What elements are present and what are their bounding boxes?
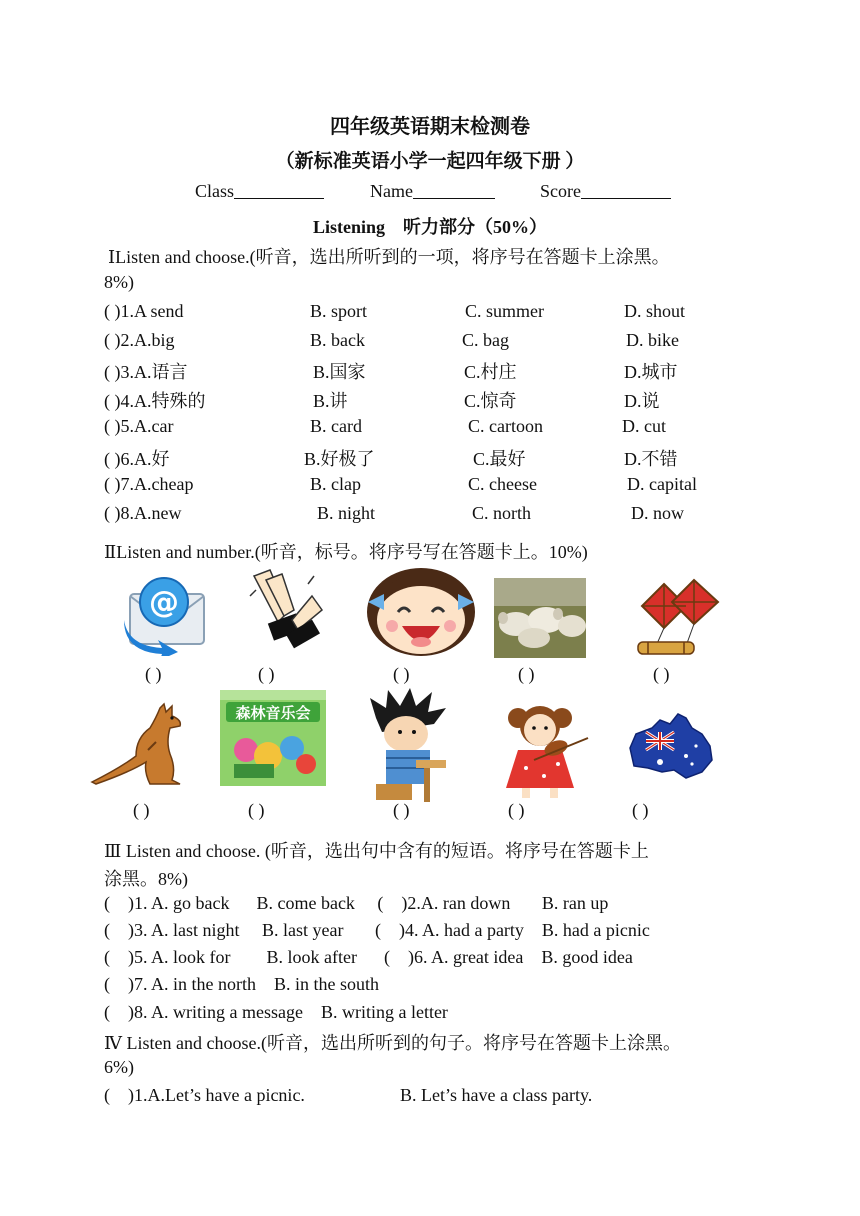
- svg-text:@: @: [149, 585, 179, 620]
- picture-answer-blank[interactable]: ( ): [518, 664, 535, 684]
- page-title: 四年级英语期末检测卷: [330, 116, 530, 138]
- s3-row: ( )3. A. last night B. last year ( )4. A. had a party B. had a picnic: [104, 920, 650, 940]
- s1-q2-b: B. back: [310, 330, 365, 350]
- writing-boy-icon: [362, 688, 454, 804]
- s1-q7-c: C. cheese: [468, 474, 537, 494]
- s4-q1-b: B. Let’s have a class party.: [400, 1085, 593, 1105]
- s1-q7: ( )7.A.cheap: [104, 474, 194, 494]
- s1-q5: ( )5.A.car: [104, 416, 174, 436]
- s1-q8-d: D. now: [631, 503, 684, 523]
- s3-row: ( )1. A. go back B. come back ( )2.A. ran down B. ran up: [104, 893, 609, 913]
- s3-row: ( )8. A. writing a message B. writing a letter: [104, 1002, 448, 1022]
- s1-q8-b: B. night: [317, 503, 376, 523]
- s1-q4-c: C.惊奇: [464, 391, 517, 411]
- class-label: Class: [195, 181, 235, 201]
- section1-heading-cont: 8%): [104, 272, 134, 292]
- picture-answer-blank[interactable]: ( ): [248, 800, 265, 820]
- s1-q1-b: B. sport: [310, 301, 368, 321]
- s1-q5-d: D. cut: [622, 416, 666, 436]
- book-title: 森林音乐会: [235, 704, 311, 722]
- violin-girl-icon: [494, 698, 592, 802]
- email-icon: [118, 568, 210, 656]
- s1-q4-d: D.说: [624, 391, 660, 411]
- s1-q6: ( )6.A.好: [104, 449, 170, 469]
- name-label: Name: [370, 181, 413, 201]
- s1-q5-b: B. card: [310, 416, 362, 436]
- s1-q2-c: C. bag: [462, 330, 509, 350]
- s1-q4-b: B.讲: [313, 391, 348, 411]
- s1-q3-d: D.城市: [624, 362, 678, 382]
- s3-row: ( )5. A. look for B. look after ( )6. A. great idea B. good idea: [104, 947, 633, 967]
- s1-q2-d: D. bike: [626, 330, 679, 350]
- page-subtitle: （新标准英语小学一起四年级下册 ）: [275, 151, 585, 172]
- s1-q3-c: C.村庄: [464, 362, 517, 382]
- class-field: [195, 180, 324, 202]
- s1-q6-d: D.不错: [624, 449, 678, 469]
- picture-answer-blank[interactable]: ( ): [133, 800, 150, 820]
- section4-heading: Ⅳ Listen and choose.(听音，选出所听到的句子。将序号在答题卡上涂黑。: [104, 1033, 681, 1053]
- s1-q1-d: D. shout: [624, 301, 686, 321]
- sheep-photo: [494, 578, 586, 658]
- picture-answer-blank[interactable]: ( ): [653, 664, 670, 684]
- name-blank: [413, 180, 495, 199]
- clapping-hands-icon: [248, 566, 328, 652]
- laughing-girl-icon: [362, 560, 480, 656]
- s1-q8-c: C. north: [472, 503, 532, 523]
- score-field: [540, 180, 671, 202]
- s1-q7-b: B. clap: [310, 474, 361, 494]
- s1-q3: ( )3.A.语言: [104, 362, 188, 382]
- score-blank: [581, 180, 671, 199]
- picture-answer-blank[interactable]: ( ): [393, 664, 410, 684]
- s1-q1: ( )1.A send: [104, 301, 184, 321]
- s1-q3-b: B.国家: [313, 362, 366, 382]
- s1-q5-c: C. cartoon: [468, 416, 543, 436]
- name-field: [370, 180, 495, 202]
- s3-row: ( )7. A. in the north B. in the south: [104, 974, 379, 994]
- s1-q6-c: C.最好: [473, 449, 526, 469]
- score-label: Score: [540, 181, 581, 201]
- picture-answer-blank[interactable]: ( ): [632, 800, 649, 820]
- s1-q1-c: C. summer: [465, 301, 544, 321]
- section3-heading-cont: 涂黑。8%): [104, 869, 188, 889]
- section3-heading: Ⅲ Listen and choose. (听音，选出句中含有的短语。将序号在答题卡上: [104, 841, 649, 861]
- australia-map-icon: [622, 708, 718, 788]
- s1-q7-d: D. capital: [627, 474, 697, 494]
- picture-answer-blank[interactable]: ( ): [508, 800, 525, 820]
- s1-q6-b: B.好极了: [304, 449, 375, 469]
- picture-answer-blank[interactable]: ( ): [258, 664, 275, 684]
- s1-q4: ( )4.A.特殊的: [104, 391, 206, 411]
- kites-icon: [630, 576, 728, 660]
- section1-heading: ⅠListen and choose.(听音，选出所听到的一项，将序号在答题卡上涂黑。: [108, 247, 670, 267]
- class-blank: [234, 180, 324, 199]
- s4-q1: ( )1.A.Let’s have a picnic.: [104, 1085, 305, 1105]
- kangaroo-icon: [90, 702, 194, 788]
- forest-music-book-icon: [220, 690, 326, 786]
- part-heading: Listening 听力部分（50%）: [312, 217, 548, 237]
- section4-heading-cont: 6%): [104, 1057, 134, 1077]
- s1-q2: ( )2.A.big: [104, 330, 175, 350]
- picture-answer-blank[interactable]: ( ): [393, 800, 410, 820]
- section2-heading: ⅡListen and number.(听音，标号。将序号写在答题卡上。10%): [104, 542, 588, 562]
- picture-answer-blank[interactable]: ( ): [145, 664, 162, 684]
- s1-q8: ( )8.A.new: [104, 503, 182, 523]
